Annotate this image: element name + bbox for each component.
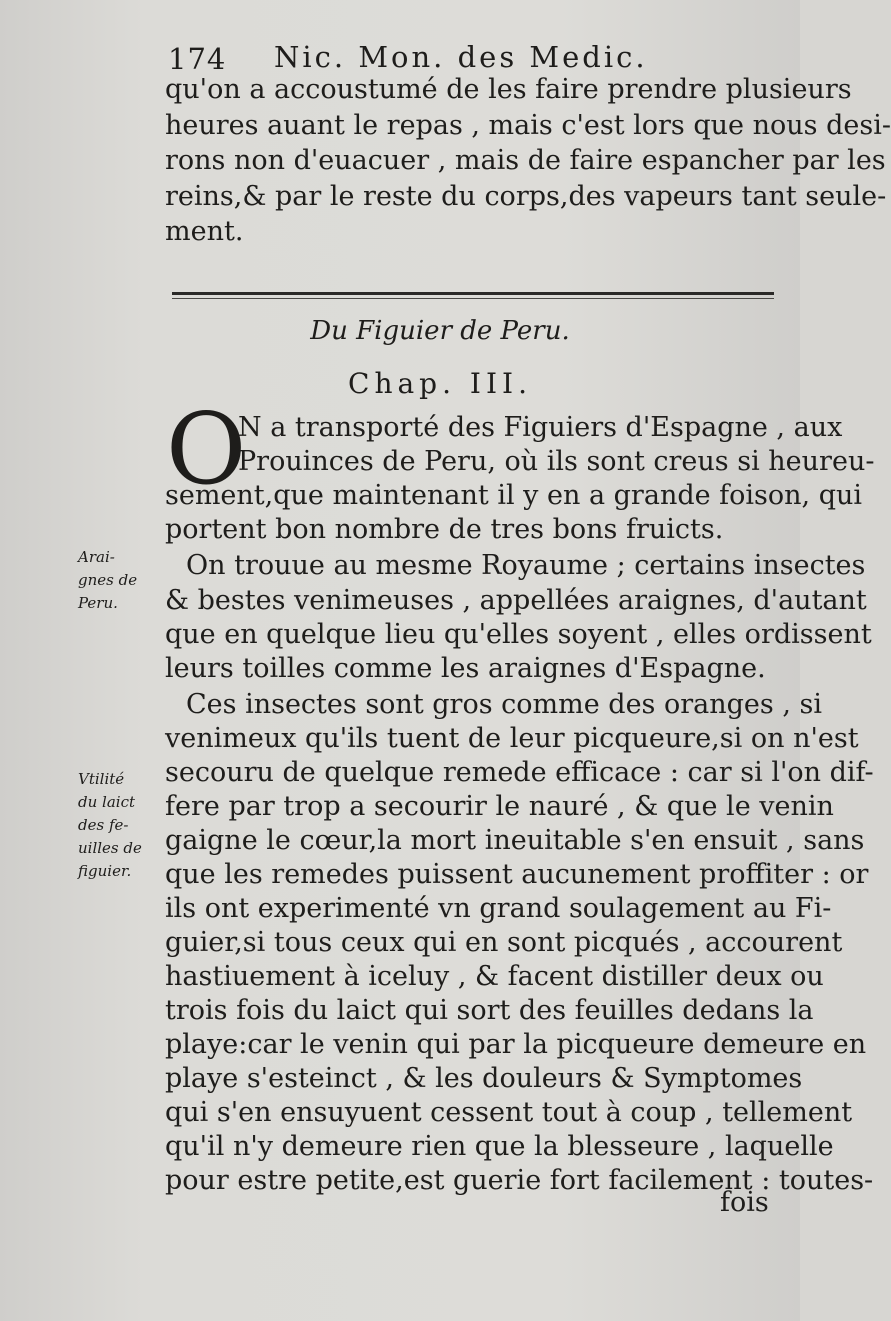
text-line: Prouinces de Peru, où ils sont creus si heureu- [238,446,875,477]
margin-note-line: uilles de [78,839,142,857]
text-line: venimeux qu'ils tuent de leur picqueure,si on n'est [165,723,859,754]
text-line: leurs toilles comme les araignes d'Espagne. [165,653,766,684]
text-line: Ces insectes sont gros comme des oranges , si [186,689,822,720]
text-line: hastiuement à iceluy , & facent distiller deux ou [165,961,824,992]
margin-note-line: Vtilité [78,770,125,788]
margin-note-line: Peru. [78,594,118,612]
margin-note-utilite [78,768,160,883]
chapter-heading: Chap. III. [348,367,532,400]
margin-note-line: des fe- [78,816,129,834]
text-line: playe:car le venin qui par la picqueure demeure en [165,1029,867,1060]
text-line: fere par trop a secourir le nauré , & que le venin [165,791,834,822]
section-title: Du Figuier de Peru. [310,316,570,346]
margin-note-line: du laict [78,793,135,811]
text-line: portent bon nombre de tres bons fruicts. [165,514,724,545]
text-line: qu'il n'y demeure rien que la blesseure , laquelle [165,1131,834,1162]
margin-note-line: figuier. [78,862,132,880]
text-line: que les remedes puissent aucunement proffiter : or [165,859,869,890]
text-line: secouru de quelque remede efficace : car si l'on dif- [165,757,874,788]
text-line: pour estre petite,est guerie fort facilement : toutes- [165,1165,874,1196]
text-line: qui s'en ensuyuent cessent tout à coup , tellement [165,1097,853,1128]
text-line: trois fois du laict qui sort des feuilles dedans la [165,995,814,1026]
text-line: qu'on a accoustumé de les faire prendre plusieurs [165,74,852,105]
text-line: heures auant le repas , mais c'est lors que nous desi- [165,110,891,141]
catchword: fois [720,1187,769,1218]
margin-note-line: Arai- [78,548,115,566]
text-line: rons non d'euacuer , mais de faire espancher par les [165,145,886,176]
text-line: sement,que maintenant il y en a grande foison, qui [165,480,863,511]
margin-note-line: gnes de [78,571,138,589]
section-rule-thin [172,298,774,299]
text-line: reins,& par le reste du corps,des vapeurs tant seule- [165,181,887,212]
running-title: Nic. Mon. des Medic. [274,40,648,74]
drop-cap: O [166,393,247,507]
text-line: playe s'esteinct , & les douleurs & Symptomes [165,1063,803,1094]
margin-note-araignes [78,546,160,615]
page-number: 174 [168,42,227,76]
section-rule [172,292,774,295]
text-line: N a transporté des Figuiers d'Espagne , aux [238,412,843,443]
text-line: que en quelque lieu qu'elles soyent , elles ordissent [165,619,872,650]
text-line: ils ont experimenté vn grand soulagement au Fi- [165,893,832,924]
text-line: gaigne le cœur,la mort ineuitable s'en ensuit , sans [165,825,865,856]
text-line: guier,si tous ceux qui en sont picqués , accourent [165,927,843,958]
text-line: ment. [165,216,244,247]
text-line: & bestes venimeuses , appellées araignes, d'autant [165,585,867,616]
text-line: On trouue au mesme Royaume ; certains insectes [186,550,866,581]
